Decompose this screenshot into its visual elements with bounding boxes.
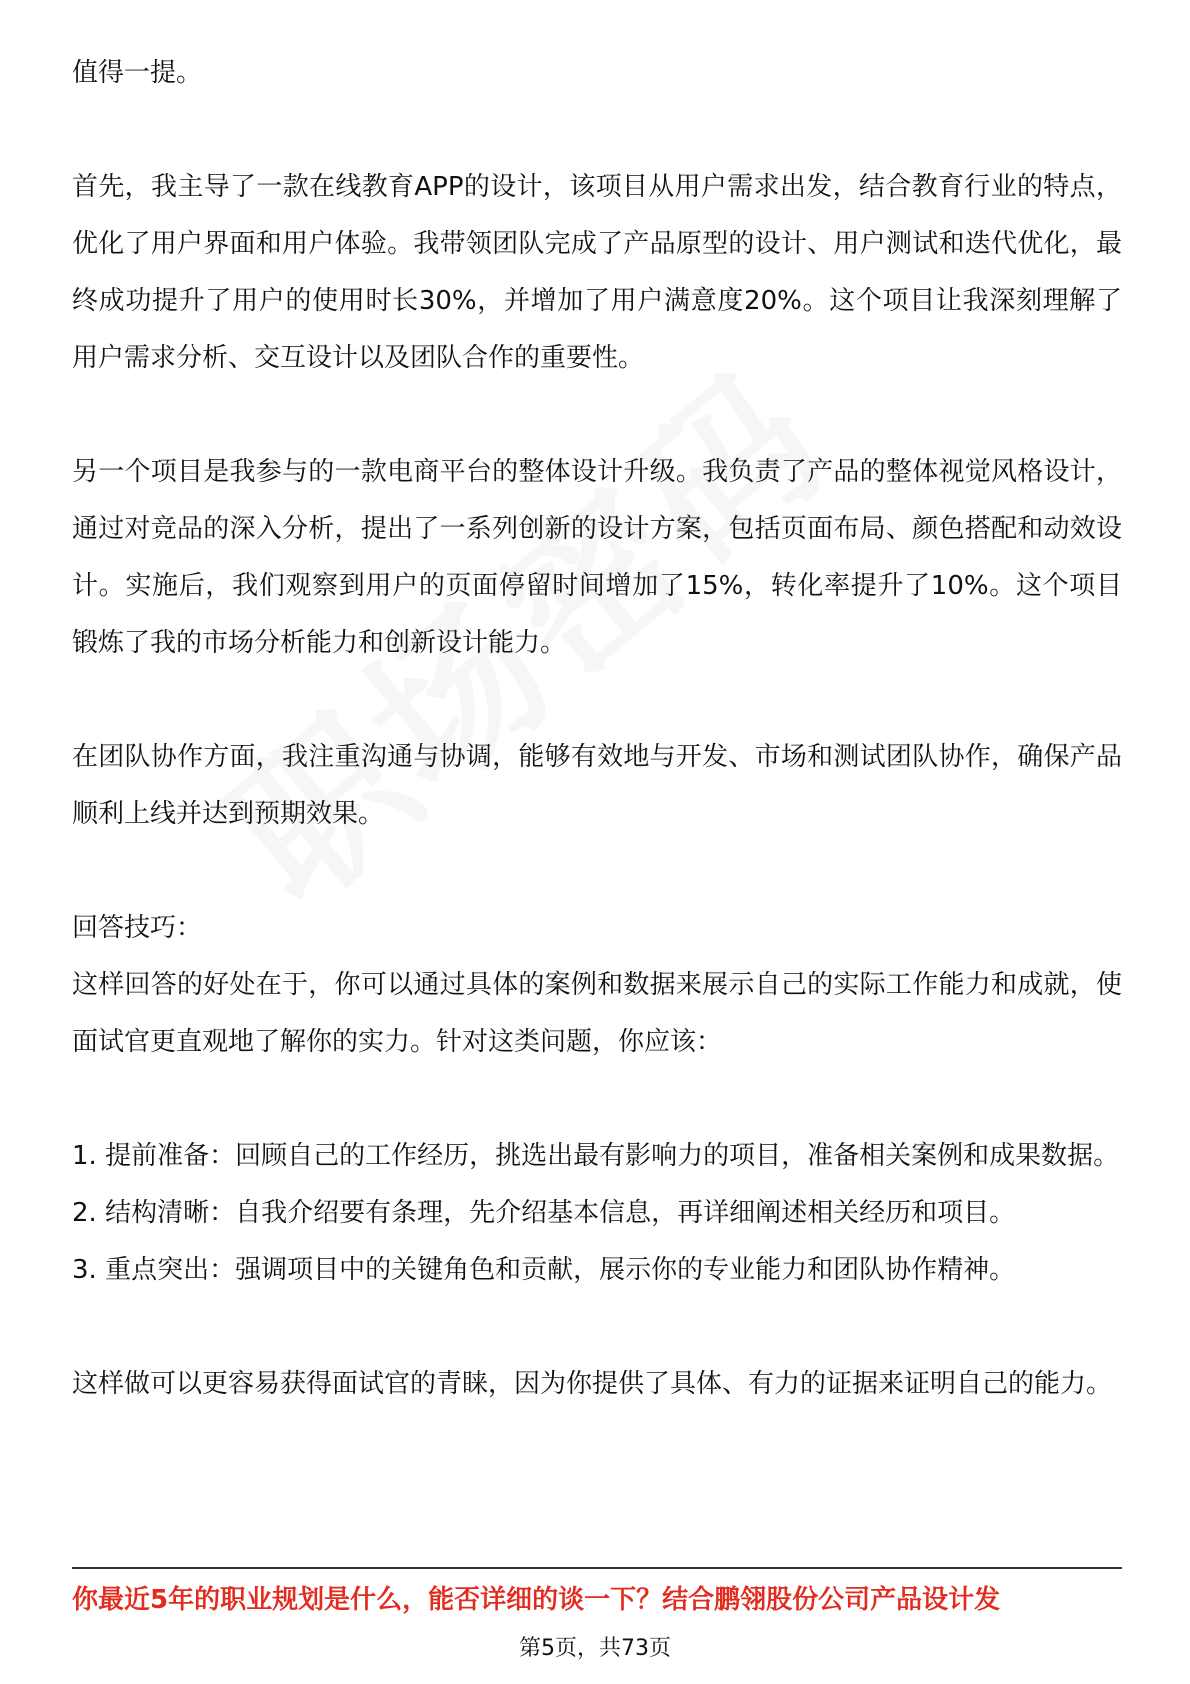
list-item: 3. 重点突出：强调项目中的关键角色和贡献，展示你的专业能力和团队协作精神。 [72, 1255, 1016, 1285]
next-question-heading: 你最近5年的职业规划是什么，能否详细的谈一下？结合鹏翎股份公司产品设计发 [72, 1585, 1001, 1615]
list-item: 1. 提前准备：回顾自己的工作经历，挑选出最有影响力的项目，准备相关案例和成果数据。 [72, 1141, 1120, 1171]
paragraph-team-collaboration: 在团队协作方面，我注重沟通与协调，能够有效地与开发、市场和测试团队协作，确保产品顺利上线并达到预期效果。 [72, 742, 1122, 829]
paragraph-education-app-project: 首先，我主导了一款在线教育APP的设计，该项目从用户需求出发，结合教育行业的特点，优化了用户界面和用户体验。我带领团队完成了产品原型的设计、用户测试和迭代优化，最终成功提升了用户的使用时长30%，并增加了用户满意度20%。这个项目让我深刻理解了用户需求分析、交互设计以及团队合作的重要性。 [72, 172, 1122, 373]
paragraph-ecommerce-project: 另一个项目是我参与的一款电商平台的整体设计升级。我负责了产品的整体视觉风格设计，通过对竞品的深入分析，提出了一系列创新的设计方案，包括页面布局、颜色搭配和动效设计。实施后，我们观察到用户的页面停留时间增加了15%，转化率提升了10%。这个项目锻炼了我的市场分析能力和创新设计能力。 [72, 457, 1122, 658]
section-divider [72, 1567, 1122, 1569]
paragraph-answer-benefits: 这样回答的好处在于，你可以通过具体的案例和数据来展示自己的实际工作能力和成就，使面试官更直观地了解你的实力。针对这类问题，你应该： [72, 970, 1122, 1057]
page-content [72, 45, 1122, 1413]
paragraph-conclusion: 这样做可以更容易获得面试官的青睐，因为你提供了具体、有力的证据来证明自己的能力。 [72, 1369, 1113, 1399]
list-item: 2. 结构清晰：自我介绍要有条理，先介绍基本信息，再详细阐述相关经历和项目。 [72, 1198, 1016, 1228]
answer-tips-heading: 回答技巧： [72, 913, 203, 943]
page-number: 第5页，共73页 [519, 1636, 671, 1661]
tips-list [72, 1128, 1122, 1299]
paragraph-continuation: 值得一提。 [72, 58, 203, 88]
